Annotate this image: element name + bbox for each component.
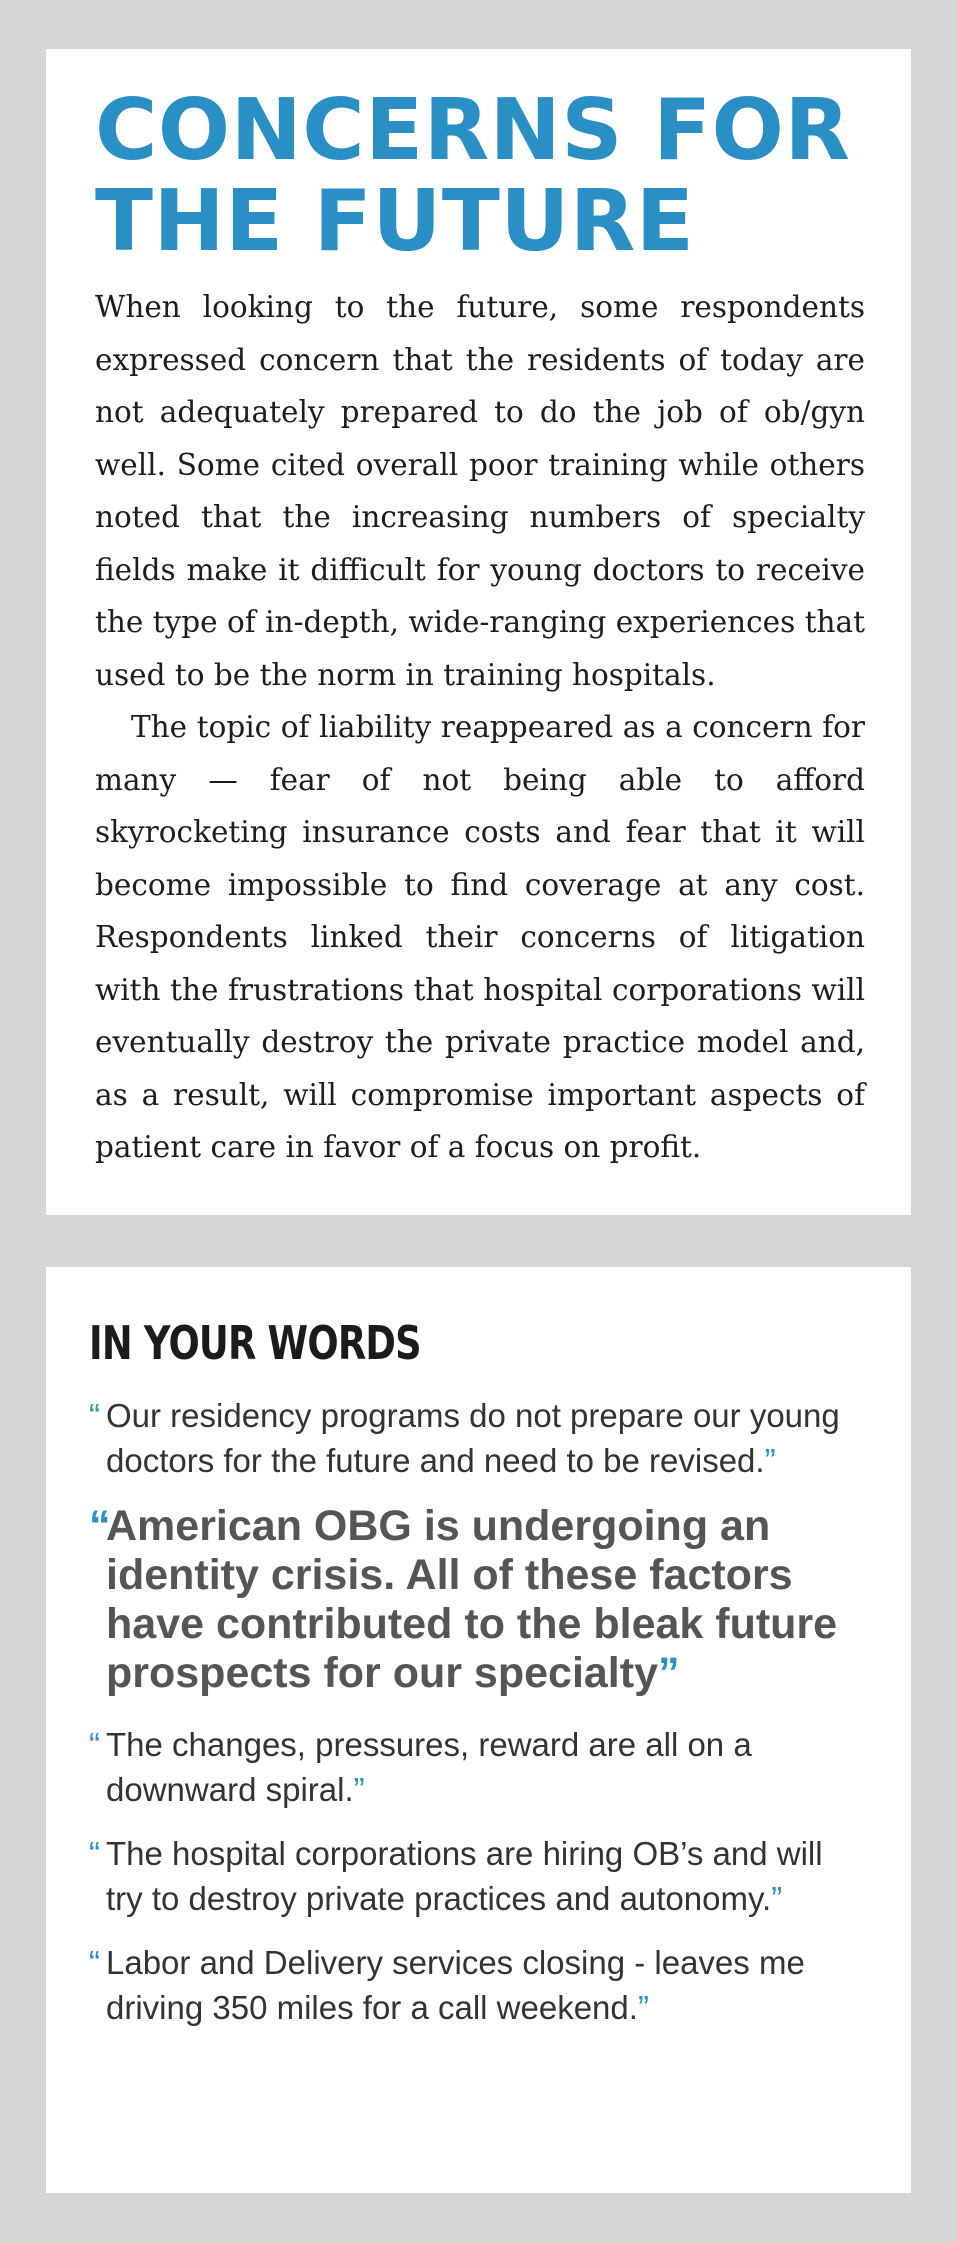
open-quote-mark: “	[89, 1726, 100, 1763]
quote-4-text: The hospital corporations are hiring OB’s and will try to destroy private practices and autonomy.	[106, 1835, 823, 1917]
quote-3	[89, 1722, 865, 1812]
open-quote-mark: “	[89, 1502, 111, 1550]
in-your-words-heading: IN YOUR WORDS	[89, 1316, 421, 1370]
close-quote-mark: ”	[771, 1880, 783, 1917]
quote-1-text: Our residency programs do not prepare our young doctors for the future and need to be revised.	[106, 1397, 840, 1479]
article-paragraph-1: When looking to the future, some respondents expressed concern that the residents of today are not adequately prepared to do the job of ob/gyn well. Some cited overall poor training while others noted that the increasing numbers of specialty fields make it difficult for young doctors to receive the type of in-depth, wide-ranging experiences that used to be the norm in training hospitals.	[95, 290, 865, 692]
close-quote-mark: ”	[353, 1771, 365, 1808]
article-headline: CONCERNS FOR THE FUTURE	[95, 81, 851, 271]
in-your-words-panel	[46, 1267, 911, 2193]
close-quote-mark: ”	[658, 1649, 680, 1697]
quote-1	[89, 1393, 865, 1483]
open-quote-mark: “	[89, 1944, 100, 1981]
article-paragraph-2: The topic of liability reappeared as a concern for many — fear of not being able to afford skyrocketing insurance costs and fear that it will become impossible to find coverage at any cost. Respondents linked their concerns of litigation with the frustrations that hospital corporations will eventually destroy the private practice model and, as a result, will compromise important aspects of patient care in favor of a focus on profit.	[95, 710, 865, 1164]
article-body	[95, 281, 865, 1174]
quote-5	[89, 1940, 865, 2030]
quote-2-text: American OBG is undergoing an identity crisis. All of these factors have contributed to the bleak future prospects for our specialty	[106, 1502, 838, 1697]
quote-5-text: Labor and Delivery services closing - leaves me driving 350 miles for a call weekend.	[106, 1944, 805, 2026]
open-quote-mark: “	[89, 1835, 100, 1872]
close-quote-mark: ”	[637, 1989, 649, 2026]
quote-4	[89, 1831, 865, 1921]
close-quote-mark: ”	[764, 1442, 776, 1479]
article-panel	[46, 49, 911, 1215]
open-quote-mark: “	[89, 1397, 100, 1434]
quote-2-featured	[89, 1502, 865, 1698]
quote-3-text: The changes, pressures, reward are all on a downward spiral.	[106, 1726, 752, 1808]
